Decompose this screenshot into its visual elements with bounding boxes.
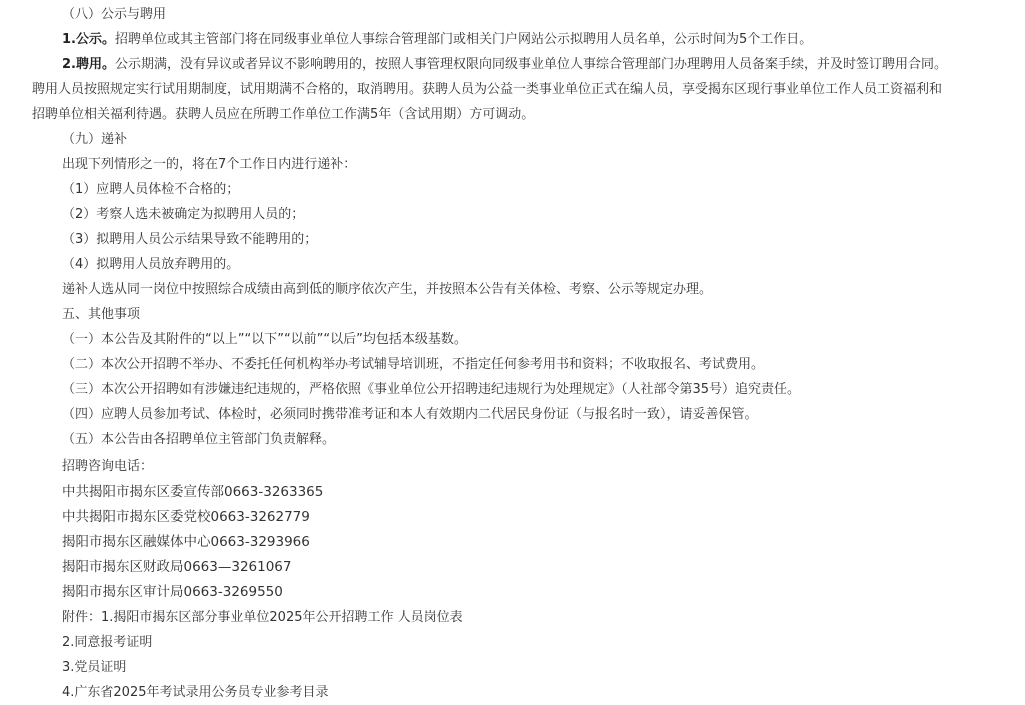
contact-phone: 中共揭阳市揭东区委党校0663-3262779 [62, 509, 310, 525]
paragraph-label: 2.聘用。 [62, 57, 115, 72]
list-item: （三）本次公开招聘如有涉嫌违纪违规的，严格依照《事业单位公开招聘违纪违规行为处理规定》（人社部令第35号）追究责任。 [62, 382, 801, 397]
list-item: （五）本公告由各招聘单位主管部门负责解释。 [62, 432, 336, 447]
list-item: （四）应聘人员参加考试、体检时，必须同时携带准考证和本人有效期内二代居民身份证（与报名时一致），请妥善保管。 [62, 407, 758, 422]
contacts-heading: 招聘咨询电话： [62, 459, 154, 474]
contact-phone: 揭阳市揭东区融媒体中心0663-3293966 [62, 534, 310, 550]
paragraph-employment-cont2: 招聘单位相关福利待遇。获聘人员应在所聘工作单位工作满5年（含试用期）方可调动。 [32, 107, 535, 122]
contact-phone: 揭阳市揭东区财政局0663—3261067 [62, 559, 292, 575]
paragraph-employment-cont: 聘用人员按照规定实行试用期制度，试用期满不合格的，取消聘用。获聘人员为公益一类事业单位正式在编人员，享受揭东区现行事业单位工作人员工资福利和 [32, 82, 943, 97]
list-item: （2）考察人选未被确定为拟聘用人员的； [62, 207, 305, 222]
contact-phone: 揭阳市揭东区审计局0663-3269550 [62, 584, 283, 600]
paragraph-text: 公示期满，没有异议或者异议不影响聘用的，按照人事管理权限向同级事业单位人事综合管理部门办理聘用人员备案手续，并及时签订聘用合同。 [114, 57, 947, 72]
replacement-intro: 出现下列情形之一的，将在7个工作日内进行递补： [62, 157, 357, 172]
list-item: （1）应聘人员体检不合格的； [62, 182, 240, 197]
list-item: （一）本公告及其附件的“以上”“以下”“以前”“以后”均包括本级基数。 [62, 332, 467, 347]
paragraph-employment [62, 56, 947, 74]
list-item: （3）拟聘用人员公示结果导致不能聘用的； [62, 232, 318, 247]
attachment-item: 附件：1.揭阳市揭东区部分事业单位2025年公开招聘工作 人员岗位表 [62, 610, 463, 625]
list-item: （4）拟聘用人员放弃聘用的。 [62, 257, 240, 272]
attachment-item: 4.广东省2025年考试录用公务员专业参考目录 [62, 685, 329, 700]
paragraph-label: 1.公示。 [62, 32, 115, 47]
contact-phone: 中共揭阳市揭东区委宣传部0663-3263365 [62, 484, 324, 500]
attachment-item: 2.同意报考证明 [62, 635, 153, 650]
section-heading-other: 五、其他事项 [62, 307, 141, 322]
section-heading-publicity: （八）公示与聘用 [62, 7, 167, 22]
section-heading-replacement: （九）递补 [62, 132, 128, 147]
list-item: （二）本次公开招聘不举办、不委托任何机构举办考试辅导培训班，不指定任何参考用书和资料；不收取报名、考试费用。 [62, 357, 765, 372]
paragraph-publicity [62, 31, 812, 49]
attachment-item: 3.党员证明 [62, 660, 127, 675]
replacement-closing: 递补人选从同一岗位中按照综合成绩由高到低的顺序依次产生，并按照本公告有关体检、考察、公示等规定办理。 [62, 282, 713, 297]
paragraph-text: 招聘单位或其主管部门将在同级事业单位人事综合管理部门或相关门户网站公示拟聘用人员名单，公示时间为5个工作日。 [114, 32, 813, 47]
